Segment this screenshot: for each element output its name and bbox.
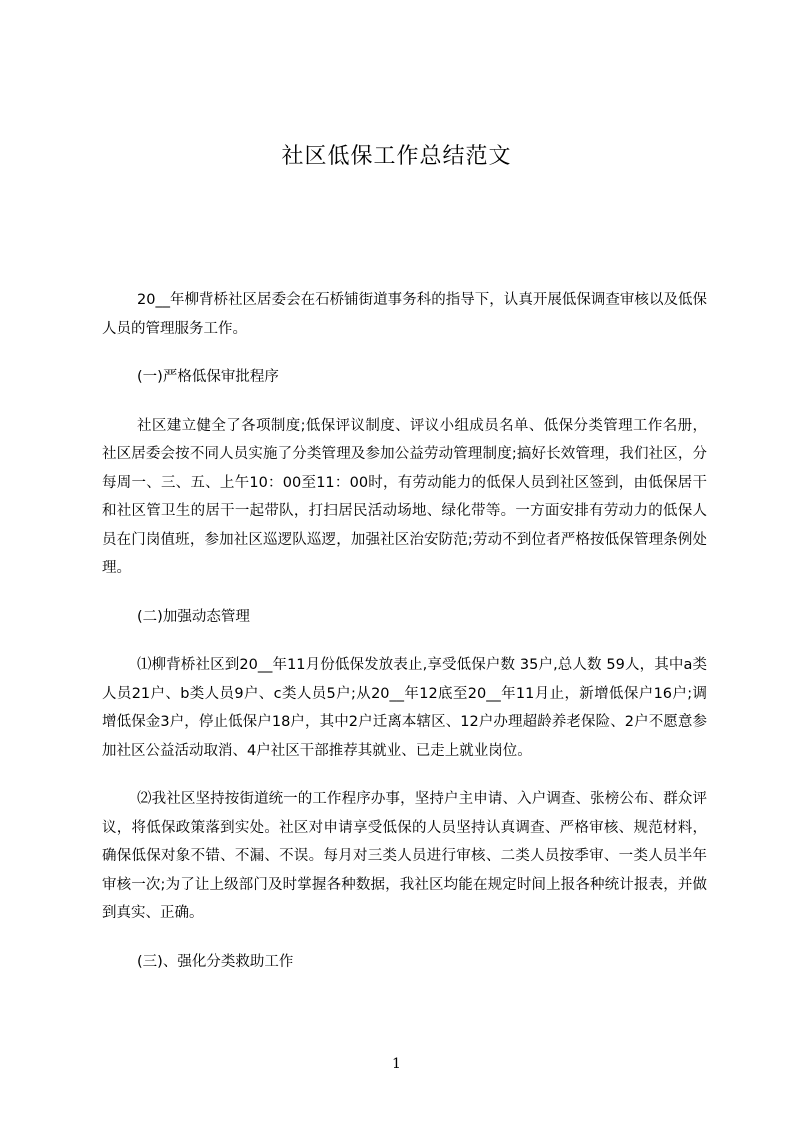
page-number: 1 bbox=[392, 1056, 401, 1072]
section-heading-3: (三)、强化分类救助工作 bbox=[137, 953, 294, 970]
section-1-paragraph: 社区建立健全了各项制度;低保评议制度、评议小组成员名单、低保分类管理工作名册，社区居委会按不同人员实施了分类管理及参加公益劳动管理制度;搞好长效管理，我们社区，分每周一、三、五、上午10：00至11：00时，有劳动能力的低保人员到社区签到，由低保居干和社区管卫生的居干一起带队，打扫居民活动场地、绿化带等。一方面安排有劳动力的低保人员在门岗值班，参加社区巡逻队巡逻，加强社区治安防范;劳动不到位者严格按低保管理条例处理。 bbox=[102, 417, 707, 576]
section-heading-1: (一)严格低保审批程序 bbox=[137, 369, 279, 385]
intro-paragraph: 20__年柳背桥社区居委会在石桥铺街道事务科的指导下，认真开展低保调查审核以及低保人员的管理服务工作。 bbox=[102, 292, 707, 337]
section-2-paragraph-2: ⑵我社区坚持按街道统一的工作程序办事，坚持户主申请、入户调查、张榜公布、群众评议，将低保政策落到实处。社区对申请享受低保的人员坚持认真调查、严格审核、规范材料，确保低保对象不错、不漏、不误。每月对三类人员进行审核、二类人员按季审、一类人员半年审核一次;为了让上级部门及时掌握各种数据，我社区均能在规定时间上报各种统计报表，并做到真实、正确。 bbox=[102, 791, 707, 921]
section-2-paragraph-1: ⑴柳背桥社区到20__年11月份低保发放表止,享受低保户数 35户,总人数 59人，其中a类人员21户、b类人员9户、c类人员5户;从20__年12底至20__年11月止，新增低保户16户;调增低保金3户，停止低保户18户，其中2户迁离本辖区、12户办理超龄养老保险、2户不愿意参加社区公益活动取消、4户社区干部推荐其就业、已走上就业岗位。 bbox=[102, 657, 707, 759]
document-body bbox=[102, 286, 707, 996]
section-heading-2: (二)加强动态管理 bbox=[137, 608, 250, 625]
document-title: 社区低保工作总结范文 bbox=[281, 144, 512, 169]
